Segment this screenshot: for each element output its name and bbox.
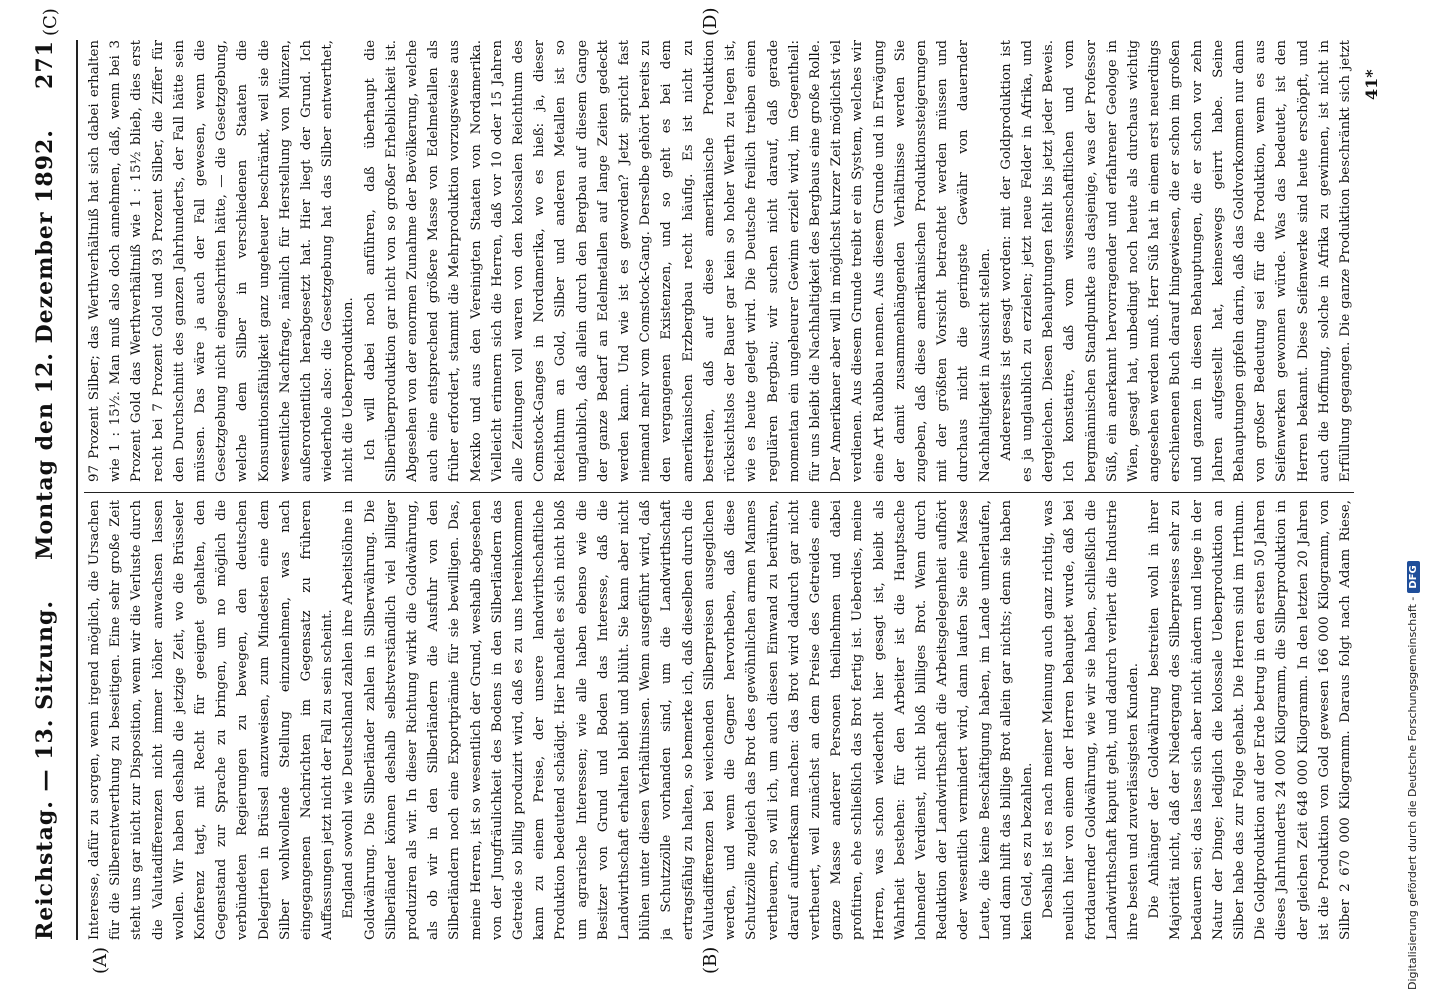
page-header xyxy=(20,40,70,940)
right-paragraph: Ich will dabei noch anführen, daß überhaupt die Silberüberproduktion gar nicht von so großer Erheblichkeit ist. Abgesehen von der enormen Zunahme der Bevölkerung, welche auch eine entsprechend größere Masse von Edelmetallen als früher erfordert, stammt die Mehrproduktion vorzugsweise aus Mexiko und aus den Vereinigten Staaten von Nordamerika. Vielleicht erinnern sich die Herren, daß vor 10 oder 15 Jahren alle Zeitungen voll waren von den kolossalen Reichthum des Comstock-Ganges in Nordamerika, wo es hieß: ja, dieser Reichthum an Gold, Silber und anderen Metallen ist so unglaublich, daß allein durch den Bergbau auf diesem Gange der ganze Bedarf an Edelmetallen auf lange Zeiten gedeckt werden kann. Und wie ist es geworden? Jetzt spricht fast niemand mehr vom Comstock-Gang. Derselbe gehört bereits zu den vergangenen Existenzen, und so geht es bei dem amerikanischen Erzbergbau recht häufig. Es ist nicht zu bestreiten, daß auf diese amerikanische Produktion rücksichtslos der Bauer gar kein so hoher Werth zu legen ist, wie es heute gelegt wird. Die Deutsche freilich treiben einen regulären Bergbau; wir suchen nicht darauf, daß gerade momentan ein ungeheurer Gewinn erzielt wird, im Gegentheil: für uns bleibt die Nachhaltigkeit des Bergbaus eine große Rolle. Der Amerikaner aber will in möglichst kurzer Zeit möglichst viel verdienen. Aus diesem Grunde treibt er ein System, welches wir eine Art Raubbau nennen. Aus diesem Grunde und in Erwägung der damit zusammenhängenden Verhältnisse werden Sie zugeben, daß diese amerikanischen Produktionssteigerungen mit der größten Vorsicht betrachtet werden müssen und durchaus nicht die geringste Gewähr von dauernder Nachhaltigkeit in Aussicht stellen. xyxy=(362,40,993,482)
header-date: Montag den 12. Dezember 1892. xyxy=(32,129,58,560)
margin-marker-a: (A) xyxy=(90,946,111,974)
right-column xyxy=(84,40,1354,482)
column-divider xyxy=(84,492,1354,493)
credit-text: Digitalisierung gefördert durch die Deutsche Forschungsgemeinschaft - xyxy=(1406,596,1419,990)
header-session: Reichstag. — 13. Sitzung. xyxy=(32,599,58,940)
left-paragraph: Die Anhänger der Goldwährung bestreiten wohl in ihrer Majorität nicht, daß der Niedergang des Silberpreises sehr zu bedauern sei; das lasse sich aber nicht ändern und liege in der Natur der Dinge; lediglich die kolossale Ueberproduktion an Silber habe das zur Folge gehabt. Die Herren sind im Irrthum. Die Goldproduktion auf der Erde betrug in den ersten 50 Jahren dieses Jahrhunderts 24 000 Kilogramm, die Silberproduktion in der gleichen Zeit 648 000 Kilogramm. In den letzten 20 Jahren ist die Produktion von Gold gewesen 166 000 Kilogramm, von Silber 2 670 000 Kilogramm. Daraus folgt nach Adam Riese, xyxy=(1147,500,1353,940)
page-number: 271 xyxy=(32,40,58,89)
signature-mark: 41* xyxy=(1362,69,1381,100)
left-paragraph: England sowohl wie Deutschland zahlen ihre Arbeitslöhne in Goldwährung. Die Silberländer zahlen in Silberwährung. Die Silberländer können deshalb selbstverständlich viel billiger produziren als wir. In dieser Richtung wirkt die Goldwährung, als ob wir in den Silberländern die Ausfuhr von den Silberländern noch eine Exportprämie für sie bewilligen. Das, meine Herren, ist so wesentlich der Grund, weshalb abgesehen von der Jungfräulichkeit des Bodens in den Silberländern das Getreide so billig produzirt wird, daß es zu uns hereinkommen kann zu einem Preise, der unsere landwirthschaftliche Produktion bedeutend schädigt. Hier handelt es sich nicht bloß um agrarische Interessen; wie alle haben ebenso wie die Besitzer von Grund und Boden das Interesse, daß die Landwirthschaft erhalten bleibt und blüht. Sie kann aber nicht blühen unter diesen Verhältnissen. Wenn ausgeführt wird, daß ja Schutzzölle vorhanden sind, um die Landwirthschaft ertragsfähig zu halten, so bemerke ich, daß dieselben durch die Valutadifferenzen bei weichenden Silberpreisen ausgeglichen werden, und wenn die Gegner hervorheben, daß diese Schutzzölle zugleich das Brot des gewöhnlichen armen Mannes vertheuern, so will ich, um auch diesen Einwand zu berühren, darauf aufmerksam machen: das Brot wird dadurch gar nicht vertheuert, weil zunächst an dem Preise des Getreides eine ganze Masse anderer Personen theilnehmen und dabei profitiren, ehe schließlich das Brot fertig ist. Ueberdies, meine Herren, was schon wiederholt hier gesagt ist, bleibt als Wahrheit bestehen: für den Arbeiter ist die Hauptsache lohnender Verdienst, nicht bloß billiges Brot. Wenn durch Reduktion der Landwirthschaft die Arbeitsgelegenheit aufhört oder wesentlich vermindert wird, dann laufen Sie eine Masse Leute, die keine Beschäftigung haben, im Lande umherlaufen, und dann hilft das billige Brot allein gar nichts; denn sie haben kein Geld, es zu bezahlen. xyxy=(341,500,1035,940)
dfg-logo-icon: DFG xyxy=(1407,561,1420,592)
dfg-credit xyxy=(1406,561,1420,990)
left-column xyxy=(84,500,1354,940)
right-paragraph: Andererseits ist gesagt worden: mit der Goldproduktion ist es ja unglaublich zu erzielen; jetzt neue Felder in Afrika, und dergleichen. Diesen Behauptungen fehlt bis jetzt jeder Beweis. Ich konstatire, daß vom wissenschaftlichen und vom bergmännischen Standpunkte aus dasjenige, was der Professor Süß, ein anerkannt hervorragender und erfahrener Geologe in Wien, gesagt hat, unbedingt noch heute als durchaus wichtig angesehen werden muß. Herr Süß hat in einem erst neuerdings erschienenen Buch darauf hingewiesen, die er schon im großen und ganzen in diesen Behauptungen, die er schon vor zehn Jahren aufgestellt hat, keineswegs geirrt habe. Seine Behauptungen gipfeln darin, daß das Goldvorkommen nur dann von großer Bedeutung sei für die Produktion, wenn es aus Seifenwerken gewonnen würde. Was das bedeutet, ist den Herren bekannt. Diese Seifenwerke sind heute erschöpft, und auch die Hoffnung, solche in Afrika zu gewinnen, ist nicht in Erfüllung gegangen. Die ganze Produktion beschränkt sich jetzt xyxy=(998,40,1353,482)
left-paragraph: Deshalb ist es nach meiner Meinung auch ganz richtig, was neulich hier von einem der Herren behauptet wurde, daß bei fortdauernder Goldwährung, wie wir sie haben, schließlich die Landwirthschaft kaputt geht, und dadurch verliert die Industrie ihre besten und zuverlässigsten Kunden. xyxy=(1041,500,1141,940)
left-paragraph: Interesse, dafür zu sorgen, wenn irgend möglich, die Ursachen für die Silberentwerthung zu beseitigen. Eine sehr große Zeit steht uns gar nicht zur Disposition, wenn wir die Verluste durch die Valutadifferenzen nicht immer höher anwachsen lassen wollen. Wir haben deshalb die jetzige Zeit, wo die Brüsseler Konferenz tagt, mit Recht für geeignet gehalten, den Gegenstand zur Sprache zu bringen, um no möglich die verbündeten Regierungen zu bewegen, den deutschen Delegirten in Brüssel anzuweisen, zum Mindesten eine dem Silber wohlwollende Stellung einzunehmen, was nach eingegangenen Nachrichten im Gegensatz zu früheren Auffassungen jetzt nicht der Fall zu sein scheint. xyxy=(87,500,336,940)
header-rule xyxy=(76,40,78,940)
margin-marker-b: (B) xyxy=(700,946,721,974)
right-paragraph: 97 Prozent Silber; das Werthverhältniß hat sich dabei erhalten wie 1 : 15½. Man muß also doch annehmen, daß, wenn bei 3 Prozent Gold das Werthverhältniß wie 1 : 15½ blieb, dies erst recht bei 7 Prozent Gold und 93 Prozent Silber, die Ziffer für den Durchschnitt des ganzen Jahrhunderts, der Fall hätte sein müssen. Das wäre ja auch der Fall gewesen, wenn die Gesetzgebung nicht eingeschritten hätte, — die Gesetzgebung, welche dem Silber in verschiedenen Staaten die Konsumtionsfähigkeit ganz ungeheuer beschränkt, weil sie die wesentliche Nachfrage, nämlich für Herstellung von Münzen, außerordentlich herabgesetzt hat. Hier liegt der Grund. Ich wiederhole also: die Gesetzgebung hat das Silber entwerthet, nicht die Ueberproduktion. xyxy=(87,40,357,482)
margin-marker-c: (C) xyxy=(40,8,61,36)
margin-marker-d: (D) xyxy=(700,7,721,36)
